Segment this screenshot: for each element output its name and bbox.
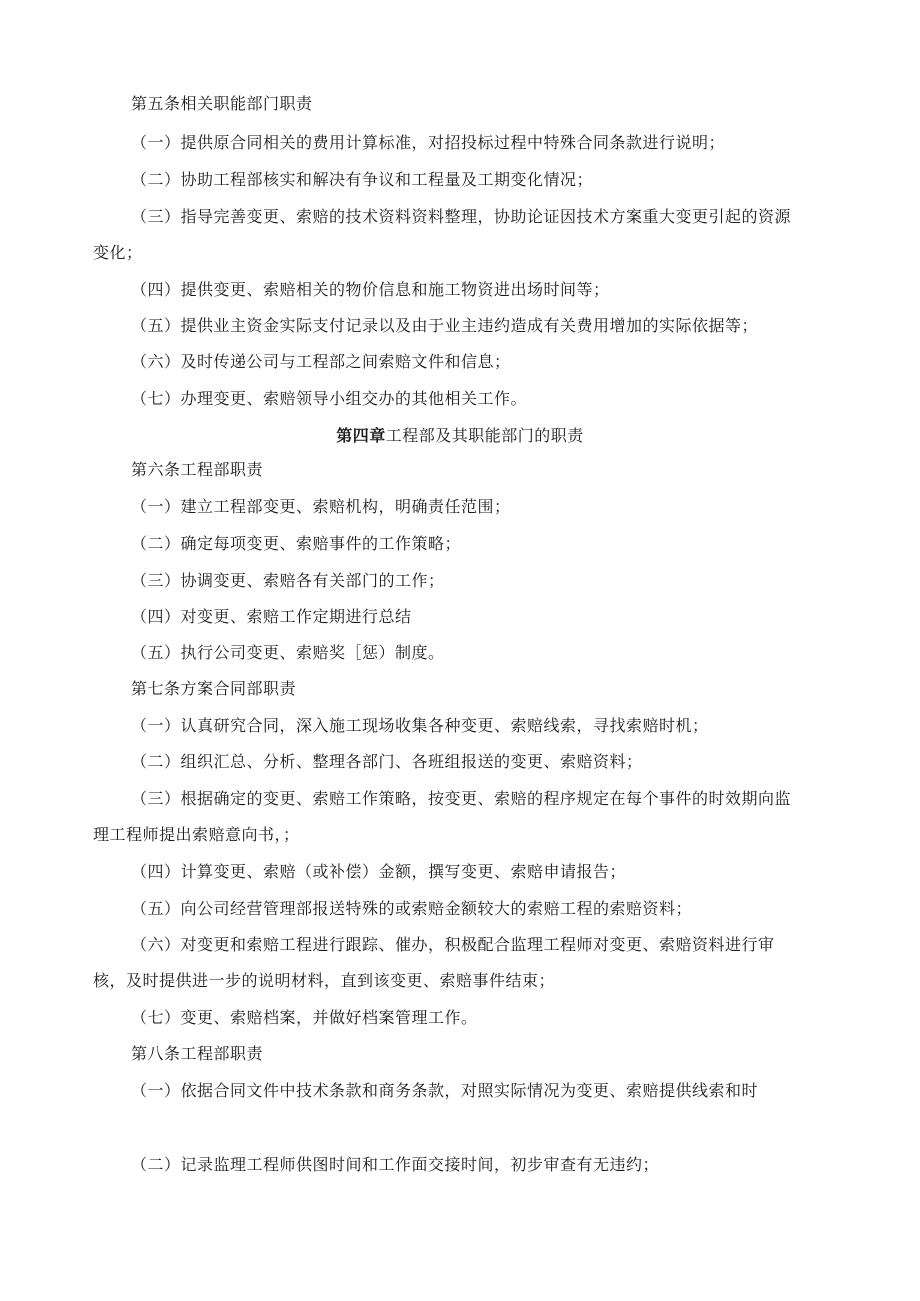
article-8-item-2: （二）记录监理工程师供图时间和工作面交接时间，初步审查有无违约； [131,1155,660,1174]
chapter-4-number: 第四章 [336,426,386,445]
chapter-4-title [0,426,920,446]
article-7-item-3-cont: 理工程师提出索赔意向书，； [93,825,300,844]
article-6-item-1: （一）建立工程部变更、索赔机构，明确责任范围； [131,497,511,516]
article-6-item-5: （五）执行公司变更、索赔奖［惩）制度。 [131,643,445,662]
article-5-item-2: （二）协助工程部核实和解决有争议和工程量及工期变化情况； [131,170,594,189]
article-5-item-5: （五）提供业主资金实际支付记录以及由于业主违约造成有关费用增加的实际依据等； [131,316,759,335]
article-5-item-4: （四）提供变更、索赔相关的物价信息和施工物资进出场时间等； [131,280,610,299]
article-5-item-3-cont: 变化； [93,243,143,262]
article-5-item-6: （六）及时传递公司与工程部之间索赔文件和信息； [131,352,511,371]
article-5-item-1: （一）提供原合同相关的费用计算标准，对招投标过程中特殊合同条款进行说明； [131,133,726,152]
article-5-item-3: （三）指导完善变更、索赔的技术资料资料整理，协助论证因技术方案重大变更引起的资源 [131,207,792,226]
article-7-item-4: （四）计算变更、索赔（或补偿）金额，撰写变更、索赔申请报告； [131,862,627,881]
article-6-heading: 第六条工程部职责 [131,460,264,479]
article-7-item-6: （六）对变更和索赔工程进行跟踪、催办，积极配合监理工程师对变更、索赔资料进行审 [131,935,775,954]
article-6-item-3: （三）协调变更、索赔各有关部门的工作； [131,571,445,590]
article-6-item-2: （二）确定每项变更、索赔事件的工作策略； [131,534,462,553]
article-7-item-6-cont: 核，及时提供进一步的说明材料，直到该变更、索赔事件结束； [93,971,556,990]
article-8-heading: 第八条工程部职责 [131,1044,264,1063]
article-7-heading: 第七条方案合同部职责 [131,679,297,698]
article-7-item-5: （五）向公司经营管理部报送特殊的或索赔金额较大的索赔工程的索赔资料； [131,899,693,918]
article-6-item-4: （四）对变更、索赔工作定期进行总结 [131,607,412,626]
article-5-heading: 第五条相关职能部门职责 [131,94,313,113]
chapter-4-name: 工程部及其职能部门的职责 [385,426,584,445]
article-7-item-1: （一）认真研究合同，深入施工现场收集各种变更、索赔线索，寻找索赔时机； [131,716,709,735]
article-7-item-3: （三）根据确定的变更、索赔工作策略，按变更、索赔的程序规定在每个事件的时效期向监 [131,789,792,808]
article-7-item-2: （二）组织汇总、分析、整理各部门、各班组报送的变更、索赔资料； [131,752,643,771]
article-5-item-7: （七）办理变更、索赔领导小组交办的其他相关工作。 [131,389,528,408]
article-7-item-7: （七）变更、索赔档案，并做好档案管理工作。 [131,1008,478,1027]
article-8-item-1: （一）依据合同文件中技术条款和商务条款，对照实际情况为变更、索赔提供线索和时 [131,1081,759,1100]
